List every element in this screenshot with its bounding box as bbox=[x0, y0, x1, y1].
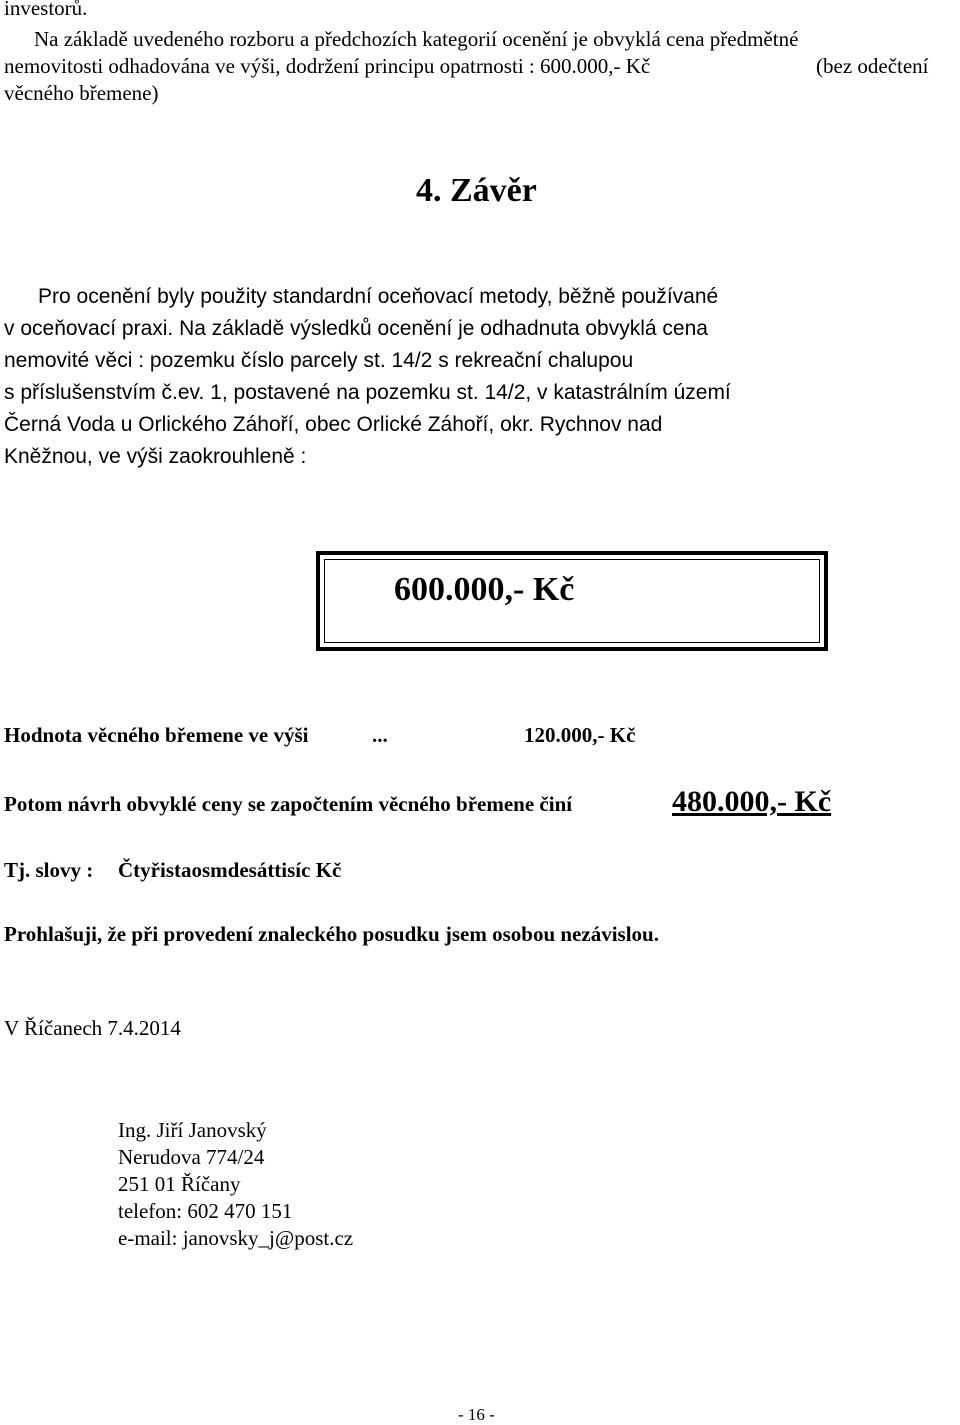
section-heading: 4. Závěr bbox=[416, 172, 537, 209]
signature-email: e-mail: janovsky_j@post.cz bbox=[118, 1226, 354, 1250]
easement-dots: ... bbox=[372, 723, 388, 747]
intro-line-3-text: nemovitosti odhadována ve výši, dodržení principu opatrnosti : 600.000,- Kč bbox=[4, 54, 651, 78]
para-line-3: nemovité věci : pozemku číslo parcely st. 14/2 s rekreační chalupou bbox=[4, 349, 634, 372]
declaration: Prohlašuji, že při provedení znaleckého posudku jsem osobou nezávislou. bbox=[4, 922, 659, 946]
words-value: Čtyřistaosmdesáttisíc Kč bbox=[118, 858, 342, 882]
para-line-2: v oceňovací praxi. Na základě výsledků ocenění je odhadnuta obvyklá cena bbox=[4, 317, 708, 340]
signature-city: 251 01 Říčany bbox=[118, 1172, 241, 1196]
price-value: 600.000,- Kč bbox=[394, 571, 575, 608]
easement-value: 120.000,- Kč bbox=[524, 723, 636, 747]
intro-line-2: Na základě uvedeného rozboru a předchozích kategorií ocenění je obvyklá cena předmětné bbox=[34, 27, 799, 51]
easement-label: Hodnota věcného břemene ve výši bbox=[4, 723, 309, 747]
para-line-6: Kněžnou, ve výši zaokrouhleně : bbox=[4, 445, 307, 468]
page-number: - 16 - bbox=[458, 1405, 495, 1424]
signature-street: Nerudova 774/24 bbox=[118, 1145, 265, 1169]
intro-line-3-suffix: (bez odečtení bbox=[816, 54, 929, 78]
words-prefix: Tj. slovy : bbox=[4, 858, 94, 882]
signature-name: Ing. Jiří Janovský bbox=[118, 1118, 267, 1142]
para-line-4: s příslušenstvím č.ev. 1, postavené na pozemku st. 14/2, v katastrálním území bbox=[4, 381, 731, 404]
place-date: V Říčanech 7.4.2014 bbox=[4, 1016, 181, 1040]
final-value: 480.000,- Kč bbox=[672, 785, 832, 818]
intro-line-3 bbox=[4, 52, 650, 80]
intro-line-4: věcného břemene) bbox=[4, 81, 159, 105]
intro-line-1: investorů. bbox=[4, 0, 88, 20]
para-line-1: Pro ocenění byly použity standardní oceňovací metody, běžně používané bbox=[38, 285, 719, 308]
final-label: Potom návrh obvyklé ceny se započtením věcného břemene činí bbox=[4, 792, 573, 816]
price-box bbox=[316, 551, 828, 651]
para-line-5: Černá Voda u Orlického Záhoří, obec Orlické Záhoří, okr. Rychnov nad bbox=[4, 413, 663, 436]
signature-phone: telefon: 602 470 151 bbox=[118, 1199, 293, 1223]
